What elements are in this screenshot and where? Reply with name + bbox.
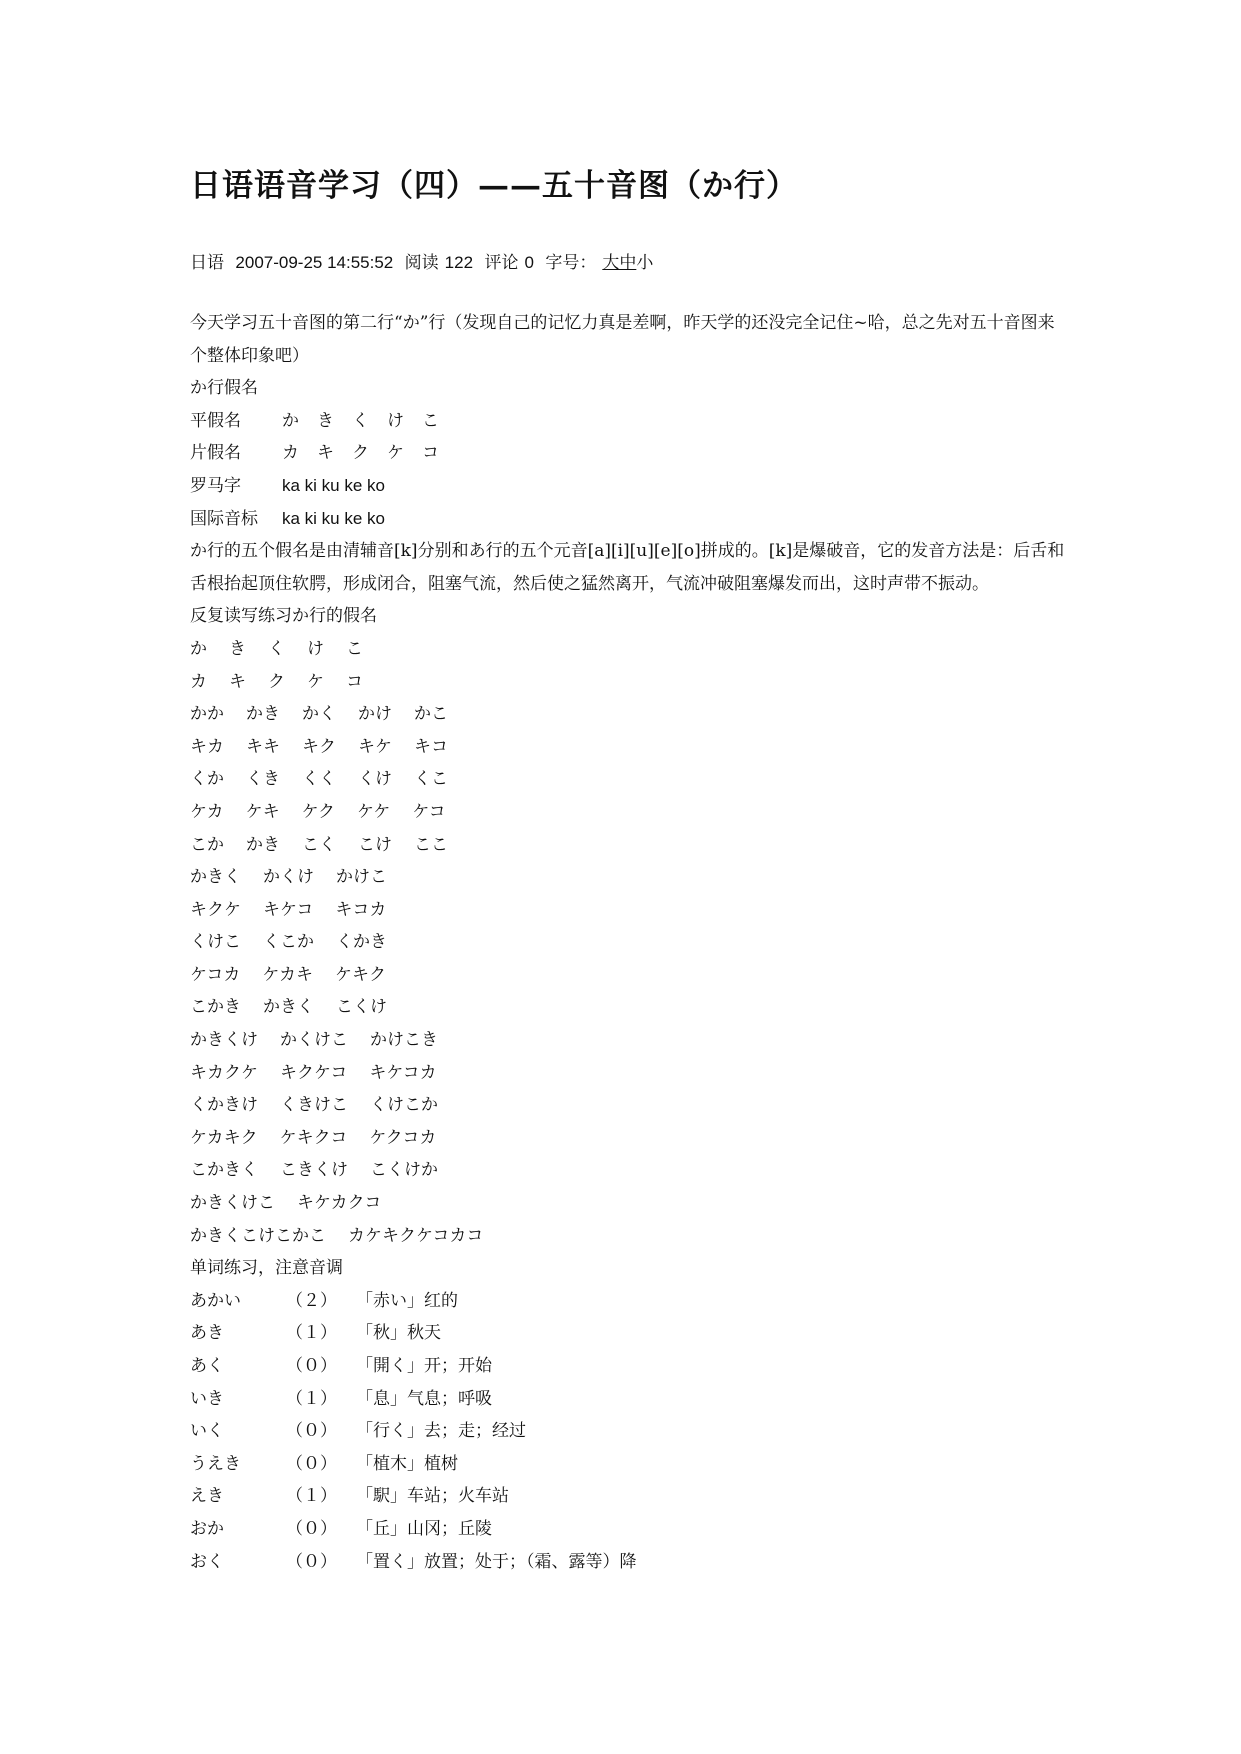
practice-item: ケキク — [335, 964, 386, 985]
practice-row — [190, 1220, 1070, 1253]
explanation-paragraph: か行的五个假名是由清辅音[k]分别和あ行的五个元音[a][i][u][e][o]拼成的。[k]是爆破音，它的发音方法是：后舌和舌根抬起顶住软腭，形成闭合，阻塞气流，然后使之猛然离开，气流冲破阻塞爆发而出，这时声带不振动。 — [190, 541, 1065, 594]
vocab-row — [190, 1448, 1070, 1481]
vocab-reading: おく — [190, 1551, 224, 1572]
kana-cell: こ — [422, 410, 439, 431]
practice-item: キコ — [414, 736, 448, 757]
practice-row — [190, 1089, 1070, 1122]
kana-cell: き — [317, 410, 334, 431]
practice-item: キク — [302, 736, 336, 757]
practice-item: キカクケ — [190, 1062, 258, 1083]
practice-item: キケコカ — [369, 1062, 437, 1083]
practice-item: くかき — [336, 932, 387, 953]
vocab-row — [190, 1415, 1070, 1448]
practice-item: こく — [302, 834, 336, 855]
category-label: 日语 — [190, 253, 224, 273]
practice-item: ケ — [307, 671, 324, 692]
practice-item: カ — [190, 671, 207, 692]
vocab-reading: あかい — [190, 1290, 241, 1311]
practice-row — [190, 1122, 1070, 1155]
vocab-list — [190, 1285, 1070, 1578]
vocab-row — [190, 1546, 1070, 1579]
practice-item: かけ — [358, 704, 392, 725]
practice-item: カケキクケコカコ — [348, 1225, 484, 1246]
kana-table — [190, 405, 1070, 535]
vocab-row — [190, 1350, 1070, 1383]
vocab-tone: （２） — [286, 1290, 337, 1311]
practice-item: かこ — [414, 704, 448, 725]
practice-item: かくけこ — [280, 1030, 348, 1051]
practice-item: くけこ — [190, 932, 241, 953]
practice-row — [190, 698, 1070, 731]
kana-row-label: 片假名 — [190, 443, 241, 464]
kana-cell: カ — [282, 443, 299, 464]
practice-item: こかき — [190, 997, 241, 1018]
practice-item: くき — [246, 769, 280, 790]
practice-item: ここ — [414, 834, 448, 855]
vocab-reading: うえき — [190, 1453, 241, 1474]
vocab-tone: （０） — [286, 1356, 337, 1376]
practice-item: キケ — [358, 736, 392, 757]
vocab-tone: （１） — [286, 1323, 337, 1344]
practice-item: キ — [229, 671, 246, 692]
vocab-row — [190, 1317, 1070, 1350]
page-title: 日语语音学习（四）——五十音图（か行） — [190, 168, 798, 204]
vocab-meaning: 「行く」去；走；经过 — [356, 1421, 526, 1442]
practice-row — [190, 926, 1070, 959]
kana-cell: く — [352, 410, 369, 431]
practice-item: ケコ — [412, 801, 446, 822]
practice-row — [190, 731, 1070, 764]
vocab-reading: いく — [190, 1421, 224, 1442]
vocab-meaning: 「置く」放置；处于；（霜、露等）降 — [356, 1551, 637, 1572]
romaji-text: ka ki ku ke ko — [282, 475, 385, 495]
practice-item: こくけか — [370, 1160, 438, 1181]
kana-row-label: 国际音标 — [190, 508, 258, 529]
practice-item: ク — [268, 671, 285, 692]
practice-item: かきくこけこかこ — [190, 1225, 326, 1246]
vocab-reading: いき — [190, 1388, 224, 1409]
vocab-tone: （１） — [286, 1388, 337, 1409]
practice-list — [190, 633, 1070, 1252]
vocab-tone: （０） — [286, 1421, 337, 1442]
practice-item: ケコカ — [190, 964, 241, 985]
kana-cells — [282, 443, 457, 463]
practice-item: くこか — [263, 932, 314, 953]
practice-item: くきけこ — [280, 1095, 348, 1116]
practice-item: ケク — [301, 801, 335, 822]
practice-item: くか — [190, 769, 224, 790]
practice-item: コ — [346, 671, 363, 692]
practice-item: かきくけこ — [190, 1193, 275, 1214]
practice-heading: 反复读写练习か行的假名 — [190, 606, 377, 627]
practice-item: こかきく — [190, 1160, 258, 1181]
practice-item: かきくけ — [190, 1030, 258, 1051]
vocab-meaning: 「植木」植树 — [356, 1453, 458, 1474]
vocab-tone: （０） — [286, 1551, 337, 1572]
practice-item: キケカクコ — [297, 1193, 382, 1214]
practice-item: くけ — [358, 769, 392, 790]
kana-row-label: 平假名 — [190, 410, 241, 431]
practice-row — [190, 1187, 1070, 1220]
practice-item: こ — [346, 638, 363, 659]
kana-cell: コ — [422, 443, 439, 464]
practice-item: き — [229, 638, 246, 659]
vocab-meaning: 「秋」秋天 — [356, 1323, 441, 1344]
practice-item: かき — [246, 704, 280, 725]
article-meta — [190, 248, 653, 273]
practice-item: キカ — [190, 736, 224, 757]
practice-item: ケキ — [245, 801, 280, 822]
practice-item: こか — [190, 834, 224, 855]
practice-item: かか — [190, 704, 224, 725]
practice-row — [190, 666, 1070, 699]
kana-table-row — [190, 437, 1070, 470]
practice-item: ケカキク — [190, 1127, 258, 1148]
kana-cells — [282, 411, 457, 431]
font-size-small[interactable]: 小 — [636, 253, 654, 273]
practice-row — [190, 763, 1070, 796]
practice-row — [190, 1154, 1070, 1187]
practice-item: くかきけ — [190, 1095, 258, 1116]
vocab-meaning: 「息」气息；呼吸 — [356, 1388, 492, 1409]
vocab-heading: 单词练习，注意音调 — [190, 1258, 343, 1279]
practice-item: キコカ — [335, 899, 387, 920]
practice-item: くこ — [414, 769, 448, 790]
practice-item: ケカ — [190, 801, 224, 822]
practice-item: ケケ — [357, 801, 391, 822]
practice-item: く — [268, 638, 285, 659]
vocab-meaning: 「赤い」红的 — [356, 1290, 458, 1311]
practice-row — [190, 861, 1070, 894]
romaji-text: ka ki ku ke ko — [282, 508, 385, 528]
practice-row — [190, 829, 1070, 862]
kana-cell: キ — [317, 443, 334, 464]
practice-item: か — [190, 638, 207, 659]
practice-item: かきく — [263, 997, 314, 1018]
practice-item: かき — [246, 834, 280, 855]
kana-cell: け — [387, 410, 404, 431]
vocab-meaning: 「開く」开；开始 — [356, 1356, 492, 1376]
practice-row — [190, 633, 1070, 666]
practice-item: ケカキ — [262, 964, 313, 985]
vocab-meaning: 「丘」山冈；丘陵 — [356, 1518, 492, 1539]
practice-row — [190, 1024, 1070, 1057]
practice-row — [190, 959, 1070, 992]
practice-row — [190, 796, 1070, 829]
kana-cell: ク — [352, 443, 369, 464]
practice-row — [190, 1057, 1070, 1090]
vocab-row — [190, 1513, 1070, 1546]
practice-item: かけこ — [336, 867, 387, 888]
vocab-tone: （０） — [286, 1453, 337, 1474]
vocab-reading: あき — [190, 1323, 224, 1344]
font-size-large-medium-link[interactable]: 大中 — [602, 253, 637, 273]
kana-cell: ケ — [387, 443, 404, 464]
article-body — [190, 307, 1070, 1578]
practice-item: こけ — [358, 834, 392, 855]
vocab-reading: おか — [190, 1518, 224, 1539]
vocab-reading: えき — [190, 1486, 224, 1507]
practice-item: ケキクコ — [279, 1127, 348, 1148]
kana-table-row — [190, 470, 1070, 503]
vocab-meaning: 「駅」车站；火车站 — [356, 1486, 509, 1507]
practice-row — [190, 894, 1070, 927]
kana-table-row — [190, 503, 1070, 536]
practice-item: キクケコ — [280, 1062, 348, 1083]
kana-row-label: 罗马字 — [190, 475, 241, 496]
practice-item: ケクコカ — [369, 1127, 437, 1148]
practice-item: かきく — [190, 867, 241, 888]
practice-item: かけこき — [370, 1030, 438, 1051]
reads-label: 阅读 — [404, 253, 439, 273]
comments-count: 0 — [524, 253, 534, 272]
vocab-row — [190, 1480, 1070, 1513]
practice-item: こきくけ — [280, 1160, 348, 1181]
practice-item: くく — [302, 769, 336, 790]
intro-paragraph: 今天学习五十音图的第二行“か”行（发现自己的记忆力真是差啊，昨天学的还没完全记住~哈，总之先对五十音图来个整体印象吧） — [190, 313, 1055, 366]
font-size-label: 字号： — [545, 253, 597, 273]
practice-item: キキ — [246, 736, 280, 757]
vocab-row — [190, 1285, 1070, 1318]
practice-item: こくけ — [336, 997, 387, 1018]
kana-cell: か — [282, 410, 299, 431]
vocab-row — [190, 1383, 1070, 1416]
kana-heading: か行假名 — [190, 378, 258, 399]
practice-item: くけこか — [370, 1095, 438, 1116]
practice-item: かく — [302, 704, 336, 725]
practice-item: かくけ — [263, 867, 314, 888]
post-datetime: 2007-09-25 14:55:52 — [235, 253, 394, 272]
comments-label: 评论 — [484, 253, 519, 273]
vocab-tone: （１） — [286, 1486, 337, 1507]
practice-item: キケコ — [263, 899, 314, 920]
vocab-reading: あく — [190, 1356, 224, 1376]
reads-count: 122 — [444, 253, 474, 272]
practice-row — [190, 991, 1070, 1024]
practice-item: キクケ — [190, 899, 241, 920]
vocab-tone: （０） — [286, 1518, 337, 1539]
kana-table-row — [190, 405, 1070, 438]
practice-item: け — [307, 638, 324, 659]
